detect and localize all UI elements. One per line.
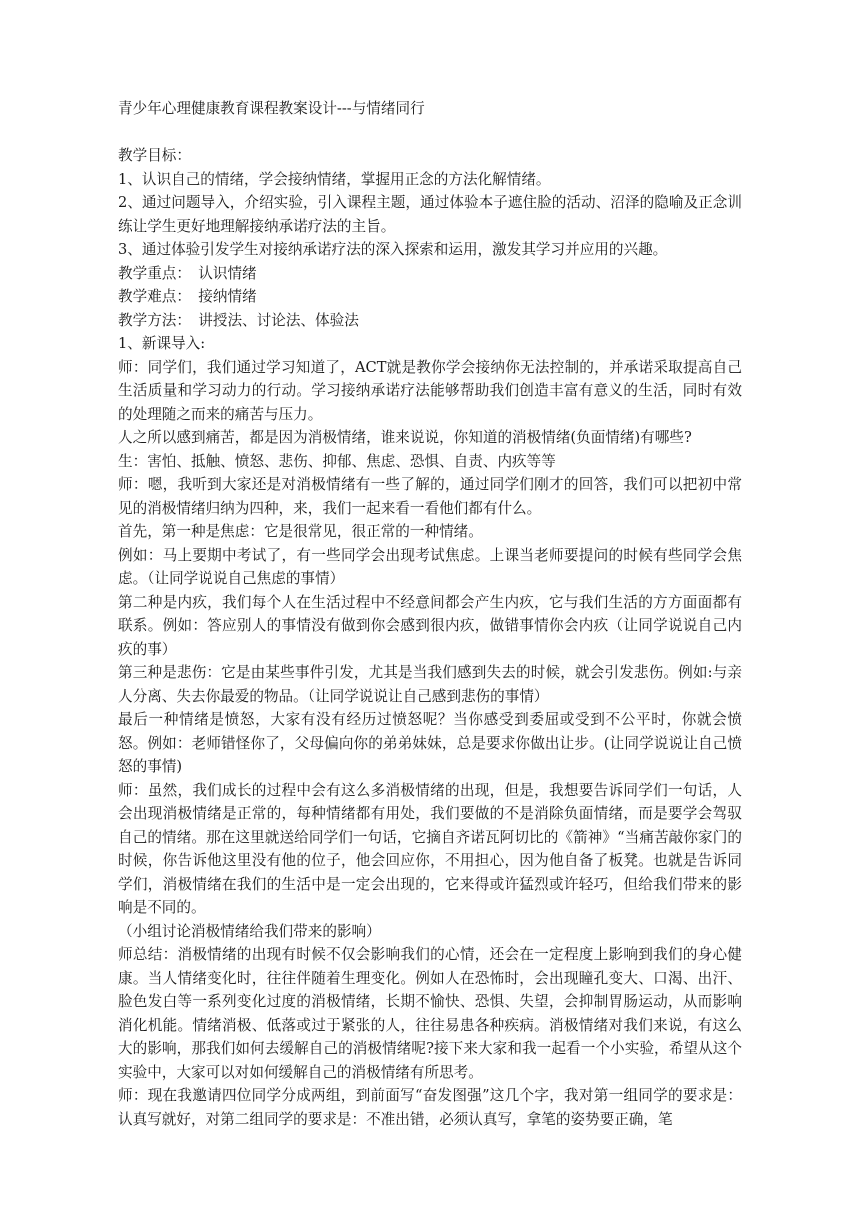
paragraph-teaching-goals: 教学目标： <box>118 147 191 164</box>
paragraph: 生：害怕、抵触、愤怒、悲伤、抑郁、焦虑、恐惧、自责、内疚等等 <box>118 452 556 470</box>
paragraph-method: 教学方法： 讲授法、讨论法、体验法 <box>118 311 359 329</box>
paragraph-key-point: 教学重点： 认识情绪 <box>118 264 257 282</box>
paragraph-goal-3: 3、通过体验引发学生对接纳承诺疗法的深入探索和运用，激发其学习并应用的兴趣。 <box>118 241 668 258</box>
blank-line <box>118 121 742 145</box>
paragraph-difficulty: 教学难点： 接纳情绪 <box>118 288 257 305</box>
paragraph: 第三种是悲伤：它是由某些事件引发，尤其是当我们感到失去的时候，就会引发悲伤。例如:与亲人分离、失去你最爱的物品。（让同学说说让自己感到悲伤的事情） <box>118 664 742 705</box>
paragraph: 师：嗯，我听到大家还是对消极情绪有一些了解的，通过同学们刚才的回答，我们可以把初中常见的消极情绪归纳为四种，来，我们一起来看一看他们都有什么。 <box>118 476 742 517</box>
paragraph: 师：虽然，我们成长的过程中会有这么多消极情绪的出现，但是，我想要告诉同学们一句话，人会出现消极情绪是正常的，每种情绪都有用处，我们要做的不是消除负面情绪，而是要学会驾驭自己的情绪。那在这里就送给同学们一句话，它摘自齐诺瓦阿切比的《箭神》“当痛苦敲你家门的时候，你告诉他这里没有他的位子，他会回应你，不用担心，因为他自备了板凳。也就是告诉同学们，消极情绪在我们的生活中是一定会出现的，它来得或许猛烈或许轻巧，但给我们带来的影响是不同的。 <box>118 781 742 916</box>
document-page <box>118 97 742 1131</box>
paragraph: 师：同学们，我们通过学习知道了，ACT就是教你学会接纳你无法控制的，并承诺采取提高自己生活质量和学习动力的行动。学习接纳承诺疗法能够帮助我们创造丰富有意义的生活，同时有效的处理随之而来的痛苦与压力。 <box>118 358 742 423</box>
paragraph: 师：现在我邀请四位同学分成两组，到前面写“奋发图强”这几个字，我对第一组同学的要求是：认真写就好，对第二组同学的要求是：不准出错，必须认真写，拿笔的姿势要正确，笔 <box>118 1087 742 1128</box>
paragraph: 人之所以感到痛苦，都是因为消极情绪，谁来说说，你知道的消极情绪(负面情绪)有哪些? <box>118 429 692 446</box>
paragraph: 例如：马上要期中考试了，有一些同学会出现考试焦虑。上课当老师要提问的时候有些同学会焦虑。（让同学说说自己焦虑的事情） <box>118 546 742 587</box>
paragraph-intro-heading: 1、新课导入: <box>118 335 206 352</box>
document-body <box>118 144 742 1131</box>
paragraph: 第二种是内疚，我们每个人在生活过程中不经意间都会产生内疚，它与我们生活的方方面面都有联系。例如：答应别人的事情没有做到你会感到很内疚，做错事情你会内疚（让同学说说自己内疚的事） <box>118 593 742 658</box>
paragraph-goal-1: 1、认识自己的情绪，学会接纳情绪，掌握用正念的方法化解情绪。 <box>118 170 551 188</box>
document-title: 青少年心理健康教育课程教案设计---与情绪同行 <box>118 100 425 117</box>
paragraph-goal-2: 2、通过问题导入，介绍实验，引入课程主题，通过体验本子遮住脸的活动、沼泽的隐喻及正念训练让学生更好地理解接纳承诺疗法的主旨。 <box>118 194 742 235</box>
paragraph: 首先，第一种是焦虑：它是很常见，很正常的一种情绪。 <box>118 523 483 540</box>
paragraph: （小组讨论消极情绪给我们带来的影响） <box>118 922 381 940</box>
paragraph: 师总结：消极情绪的出现有时候不仅会影响我们的心情，还会在一定程度上影响到我们的身心健康。当人情绪变化时，往往伴随着生理变化。例如人在恐怖时，会出现瞳孔变大、口渴、出汗、脸色发白等一系列变化过度的消极情绪，长期不愉快、恐惧、失望，会抑制胃肠运动，从而影响消化机能。情绪消极、低落或过于紧张的人，往往易患各种疾病。消极情绪对我们来说，有这么大的影响，那我们如何去缓解自己的消极情绪呢?接下来大家和我一起看一个小实验，希望从这个实验中，大家可以对如何缓解自己的消极情绪有所思考。 <box>118 946 742 1081</box>
paragraph: 最后一种情绪是愤怒，大家有没有经历过愤怒呢？当你感受到委屈或受到不公平时，你就会愤怒。例如：老师错怪你了，父母偏向你的弟弟妹妹，总是要求你做出让步。(让同学说说让自己愤怒的事情) <box>118 711 742 775</box>
